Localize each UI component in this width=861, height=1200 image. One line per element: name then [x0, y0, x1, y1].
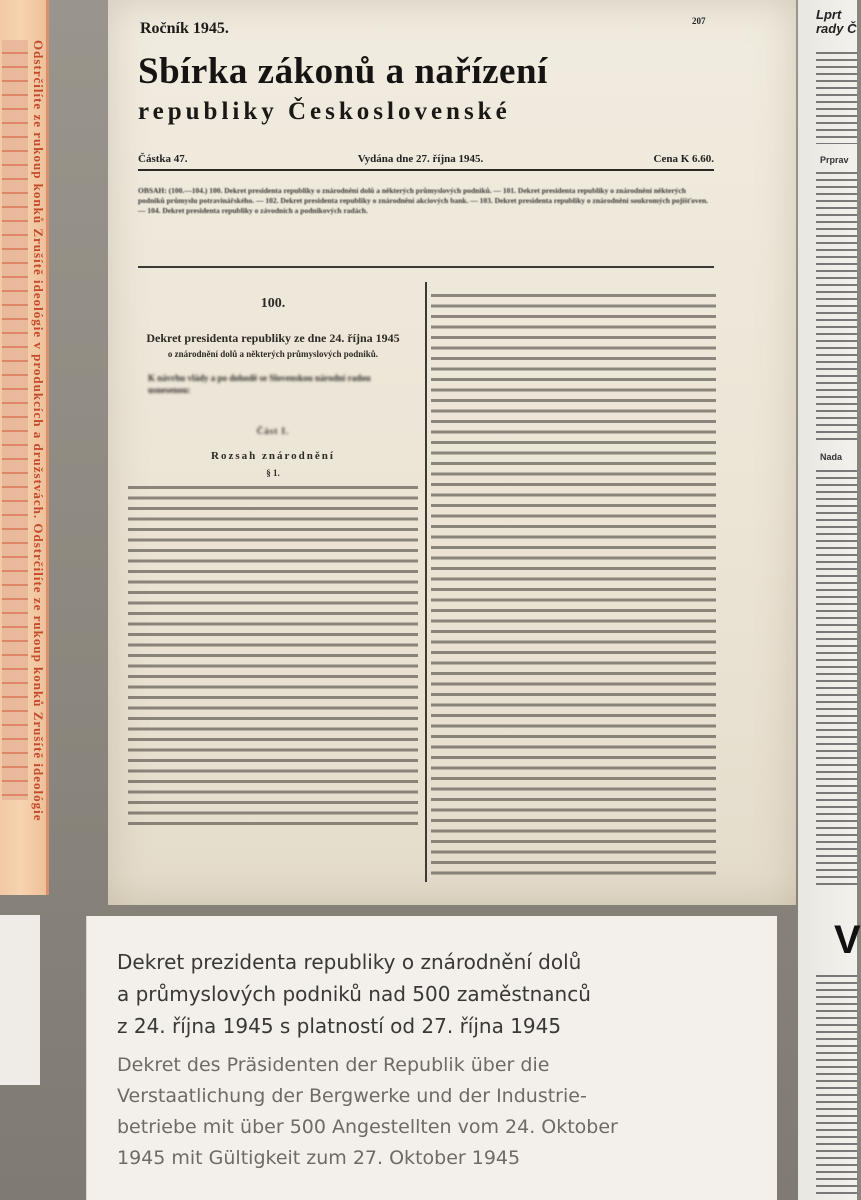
page-number: 207 [692, 16, 706, 26]
issue-number: Částka 47. [138, 153, 188, 165]
caption-german-line: betriebe mit über 500 Angestellten vom 24. Oktober [117, 1116, 618, 1138]
table-of-contents: OBSAH: (100.—104.) 100. Dekret presidenta republiky o znárodnění dolů a některých průmyslových podniků. — 101. Dekret presidenta republiky o znárodnění některých podniků průmyslu potravinářského. — 102. Dekret presidenta republiky o znárodnění akciových bank. — 103. Dekret presidenta republiky o znárodnění soukromých pojišťoven. — 104. Dekret presidenta republiky o závodních a podnikových radách. [138, 186, 709, 215]
caption-czech-line: z 24. října 1945 s platností od 27. října 1945 [117, 1014, 562, 1038]
caption-german-line: 1945 mit Gültigkeit zum 27. Oktober 1945 [117, 1147, 521, 1169]
gazette-page [108, 0, 796, 905]
decree-left-column [128, 290, 418, 826]
right-newspaper [798, 0, 861, 1200]
part-title: Rozsah znárodnění [211, 450, 335, 462]
newspaper-text [816, 975, 857, 1195]
newspaper-text [816, 172, 857, 442]
newspaper-title-line: rady Č [816, 21, 857, 36]
year-label: Ročník 1945. [140, 20, 229, 37]
newspaper-title-line: Lprt [816, 7, 842, 22]
issue-date: Vydána dne 27. října 1945. [357, 153, 484, 165]
newspaper-heading: Prprav [820, 155, 849, 165]
left-white-card [0, 915, 40, 1085]
decree-intro: K návrhu vlády a po dohodě se Slovenskou národní radou usnesenou: [148, 373, 371, 395]
newspaper-big-letter: V [834, 918, 861, 962]
newspaper-text [816, 470, 857, 890]
ledger-lines [2, 40, 28, 800]
part-label: Část I. [256, 426, 290, 436]
contents-divider [138, 266, 714, 268]
newspaper-title [798, 0, 857, 36]
caption-czech-line: a průmyslových podniků nad 500 zaměstnanců [117, 982, 591, 1006]
gazette-title: Sbírka zákonů a nařízení [138, 51, 548, 92]
caption-german-line: Dekret des Präsidenten der Republik über die [117, 1054, 550, 1076]
decree-body-text [128, 486, 418, 826]
exhibit-caption [86, 916, 777, 1200]
decree-right-column [431, 290, 716, 879]
caption-german-line: Verstaatlichung der Bergwerke und der Industrie- [117, 1085, 587, 1107]
newspaper-text [816, 52, 857, 144]
spine-text: Odstrčilíte ze rukoup konků Zrušítě ideológie v produkcích a družstvách. Odstrčilíte ze rukoup konků Zrušítě ideológie [31, 40, 46, 822]
newspaper-heading: Nada [820, 452, 843, 462]
decree-body-text-right [431, 294, 716, 879]
issue-info-row [138, 153, 714, 171]
decree-number: 100. [260, 296, 286, 311]
decree-subheading: o znárodnění dolů a některých průmyslových podniků. [167, 349, 379, 359]
issue-price: Cena K 6.60. [653, 153, 714, 165]
gazette-subtitle: republiky Československé [138, 98, 511, 125]
paragraph-label: § 1. [266, 468, 280, 478]
left-book-spine [0, 0, 49, 895]
caption-czech-line: Dekret prezidenta republiky o znárodnění dolů [117, 950, 582, 974]
caption-german [117, 1050, 737, 1174]
column-divider [425, 282, 427, 882]
caption-czech [117, 946, 737, 1042]
decree-heading: Dekret presidenta republiky ze dne 24. října 1945 [146, 331, 400, 345]
